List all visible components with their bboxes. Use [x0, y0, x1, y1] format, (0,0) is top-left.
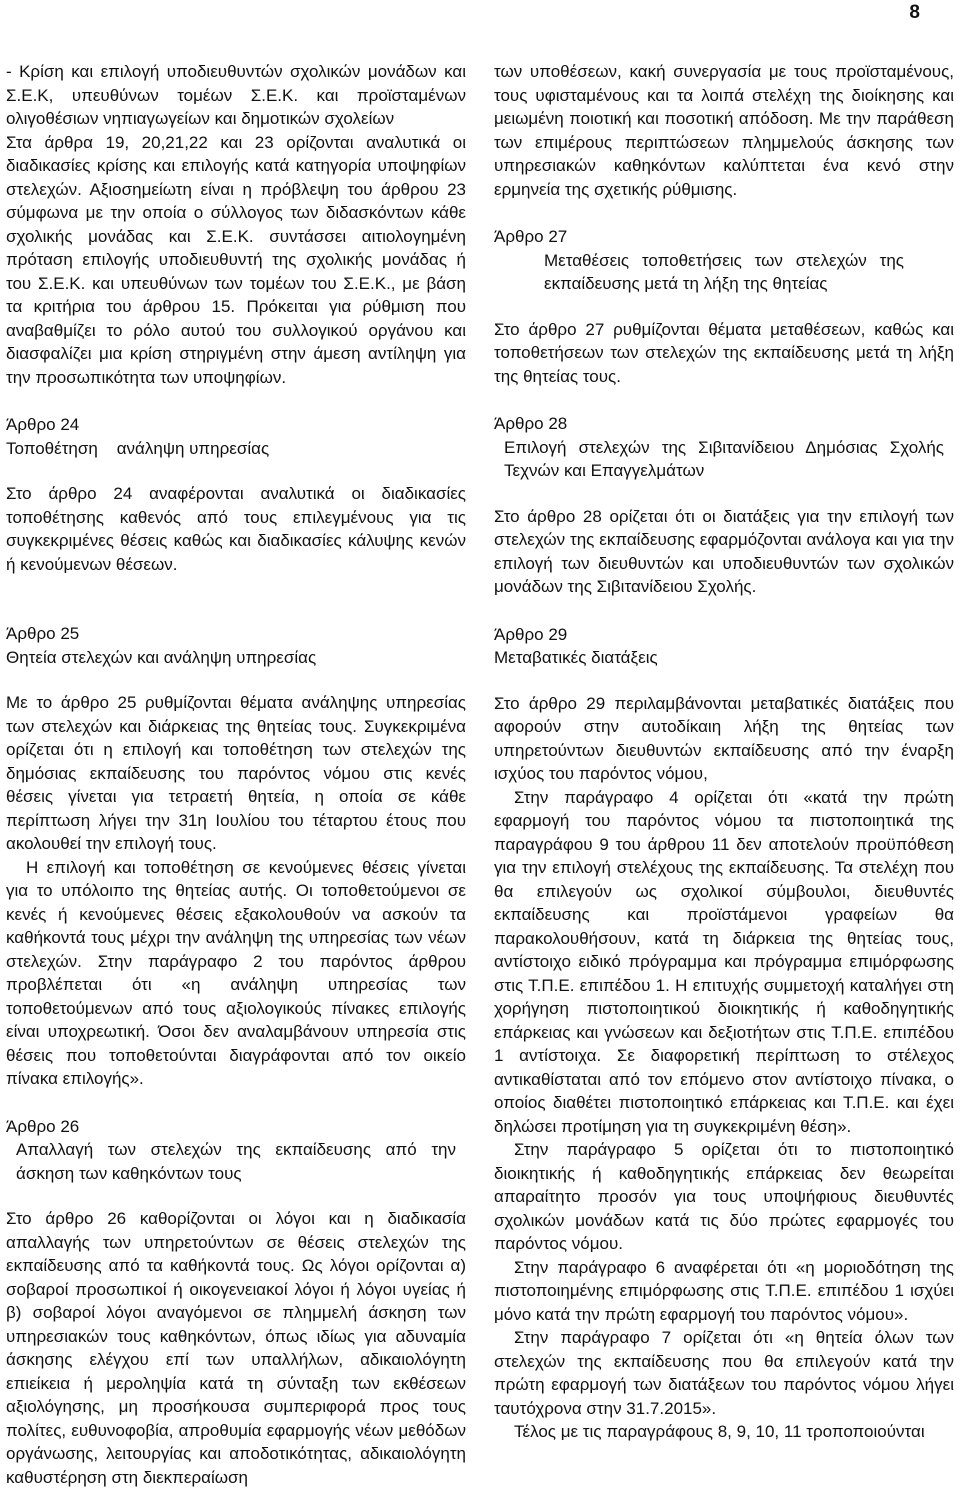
- article-25-title: Άρθρο 25: [6, 624, 80, 643]
- paragraph: των υποθέσεων, κακή συνεργασία με τους προϊσταμένους, τους υφισταμένους και τα λοιπά στελέχη της διοίκησης και μειωμένη ποιοτική και ποσοτική απόδοση. Με την παράθεση των επιμέρους περιπτώσεων πλημμελούς άσκησης των υπηρεσιακών καθηκόντων καλύπτεται ένα κενό στην ερμηνεία της σχετικής ρύθμισης.: [494, 62, 954, 199]
- article-29-title: Άρθρο 29: [494, 624, 568, 644]
- section-heading-line: - Κρίση και επιλογή υποδιευθυντών σχολικών μονάδων και Σ.Ε.Κ, υπευθύνων τομέων Σ.Ε.Κ. και προϊσταμένων ολιγοθέσιων νηπιαγωγείων και δημοτικών σχολείων: [6, 62, 466, 128]
- article-26-title: Άρθρο 26: [6, 1116, 80, 1136]
- paragraph: Στο άρθρο 26 καθορίζονται οι λόγοι και η διαδικασία απαλλαγής των υπηρετούντων σε θέσεις στελεχών της εκπαίδευσης από τα καθήκοντά τους. Ως λόγοι ορίζονται α) σοβαροί προσωπικοί ή οικογενειακοί λόγοι ή λόγοι υγείας ή β) σοβαροί λόγοι αναγόμενοι σε πλημμελή άσκηση των υπηρεσιακών τους καθηκόντων, όπως ιδίως για αδυναμία άσκησης ελέγχου επί των υπαλλήλων, αδικαιολόγητη επιείκεια ή μεροληψία κατά τη σύνταξη των εκθέσεων αξιολόγησης, μη προσήκουσα συμπεριφορά προς τους πολίτες, ευθυνοφοβία, απροθυμία εφαρμογής νέων μεθόδων οργάνωσης, λειτουργίας και αποδοτικότητας, αδικαιολόγητη καθυστέρηση στη διεκπεραίωση: [6, 1209, 466, 1487]
- paragraph: Στην παράγραφο 4 ορίζεται ότι «κατά την πρώτη εφαρμογή του παρόντος νόμου τα πιστοποιητικά της παραγράφου 9 του άρθρου 11 δεν αποτελούν προϋπόθεση για την επιλογή στελέχους της εκπαίδευσης. Τα στελέχη που θα επιλεγούν ως σχολικοί σύμβουλοι, διευθυντές εκπαίδευσης και προϊστάμενοι γραφείων θα παρακολουθήσουν, κατά τη διάρκεια της θητείας τους, αντίστοιχο ειδικό πρόγραμμα και πρόγραμμα επιμόρφωσης στις Τ.Π.Ε. επιπέδου 1. Η επιτυχής συμμετοχή καταλήγει στη χορήγηση πιστοποιητικού διοικητικής ή καθοδηγητικής επάρκειας και γνώσεων και δεξιοτήτων στις Τ.Π.Ε. επιπέδου 1 αντίστοιχα. Σε διαφορετική περίπτωση το στέλεχος αντικαθίσταται από τον επόμενο στον αντίστοιχο πίνακα, ο οποίος διαθέτει πιστοποιητικό επάρκειας και Τ.Π.Ε. και έχει δηλώσει προτίμηση για τη συγκεκριμένη θέση».: [494, 787, 954, 1136]
- paragraph: Στην παράγραφο 6 αναφέρεται ότι «η μοριοδότηση της πιστοποιημένης επιμόρφωσης στις Τ.Π.Ε. επιπέδου 1 ισχύει μόνο κατά την πρώτη εφαρμογή του παρόντος νόμου».: [494, 1257, 954, 1324]
- article-24-subtitle: Τοποθέτηση ανάληψη υπηρεσίας: [6, 438, 270, 458]
- article-26-subtitle: Απαλλαγή των στελεχών της εκπαίδευσης από την άσκηση των καθηκόντων τους: [16, 1140, 456, 1183]
- article-29-subtitle: Μεταβατικές διατάξεις: [494, 648, 658, 667]
- paragraph: Στα άρθρα 19, 20,21,22 και 23 ορίζονται αναλυτικά οι διαδικασίες κρίσης και επιλογής κατά κατηγορία υποψηφίων στελεχών. Αξιοσημείωτη είναι η πρόβλεψη του άρθρου 23 σύμφωνα με την οποία ο σύλλογος των διδασκόντων κάθε σχολικής μονάδας και Σ.Ε.Κ. συντάσσει αιτιολογημένη πρόταση επιλογής υποδιευθυντή της σχολικής μονάδας ή του Σ.Ε.Κ. και υπευθύνων των τομέων του Σ.Ε.Κ., με βάση τα κριτήρια του άρθρου 15. Πρόκειται για ρύθμιση που αναβαθμίζει το ρόλο αυτού του συλλογικού οργάνου και διασφαλίζει μια κρίση στηριγμένη στην άμεση αντίληψη για την προσωπικότητα των υποψηφίων.: [6, 132, 466, 387]
- paragraph: Στην παράγραφο 5 ορίζεται ότι το πιστοποιητικό διοικητικής ή καθοδηγητικής επάρκειας δεν θεωρείται απαραίτητο προσόν για τους υποψήφιους διευθυντές σχολικών μονάδων κατά τις δύο πρώτες εφαρμογές του παρόντος νόμου.: [494, 1140, 954, 1253]
- paragraph: Στο άρθρο 28 ορίζεται ότι οι διατάξεις για την επιλογή των στελεχών της εκπαίδευσης εφαρμόζονται ανάλογα και για την επιλογή των διευθυντών και υποδιευθυντών των σχολικών μονάδων της Σιβιτανίδειου Σχολής.: [494, 506, 954, 596]
- right-column: [494, 60, 954, 1441]
- article-25-subtitle: Θητεία στελεχών και ανάληψη υπηρεσίας: [6, 647, 317, 667]
- left-column: [6, 60, 466, 1487]
- article-24-title: Άρθρο 24: [6, 415, 80, 434]
- paragraph: Η επιλογή και τοποθέτηση σε κενούμενες θέσεις γίνεται για το υπόλοιπο της θητείας αυτής. Οι τοποθετούμενοι σε κενές ή κενούμενες θέσεις εξακολουθούν να ασκούν τα καθήκοντά τους μέχρι την ανάληψη της υπηρεσίας των νέων στελεχών. Στην παράγραφο 2 του παρόντος άρθρου προβλέπεται ότι «η ανάληψη υπηρεσίας των τοποθετούμενων από τους αξιολογικούς πίνακες επιλογής είναι υποχρεωτική. Όσοι δεν αναλαμβάνουν υπηρεσία στις θέσεις που τοποθετούνται διαγράφονται από τον οικείο πίνακα επιλογής».: [6, 857, 466, 1088]
- paragraph: Με το άρθρο 25 ρυθμίζονται θέματα ανάληψης υπηρεσίας των στελεχών και διάρκειας της θητείας τους. Συγκεκριμένα ορίζεται ότι η επιλογή και τοποθέτηση των στελεχών της δημόσιας εκπαίδευσης του παρόντος νόμου στις κενές θέσεις γίνεται για τετραετή θητεία, η οποία σε κάθε περίπτωση λήγει την 31η Ιουλίου του τέταρτου έτους που ακολουθεί την επιλογή τους.: [6, 693, 466, 853]
- article-28-subtitle: Επιλογή στελεχών της Σιβιτανίδειου Δημόσιας Σχολής Τεχνών και Επαγγελμάτων: [504, 437, 944, 480]
- paragraph: Τέλος με τις παραγράφους 8, 9, 10, 11 τροποποιούνται: [514, 1422, 925, 1441]
- paragraph: Στο άρθρο 24 αναφέρονται αναλυτικά οι διαδικασίες τοποθέτησης καθενός από τους επιλεγμένους για τις συγκεκριμένες θέσεις καθώς και διαδικασίες κάλυψης κενών ή κενούμενων θέσεων.: [6, 484, 466, 574]
- article-27-subtitle: Μεταθέσεις τοποθετήσεις των στελεχών της εκπαίδευσης μετά τη λήξη της θητείας: [544, 250, 904, 293]
- page-number: 8: [909, 2, 920, 23]
- paragraph: Στο άρθρο 27 ρυθμίζονται θέματα μεταθέσεων, καθώς και τοποθετήσεων των στελεχών της εκπαίδευσης μετά τη λήξη της θητείας τους.: [494, 319, 954, 386]
- two-column-body: [0, 60, 960, 1487]
- paragraph: Στην παράγραφο 7 ορίζεται ότι «η θητεία όλων των στελεχών της εκπαίδευσης που θα επιλεγούν κατά την πρώτη εφαρμογή των διατάξεων του παρόντος νόμου λήγει ταυτόχρονα στην 31.7.2015».: [494, 1328, 954, 1418]
- paragraph: Στο άρθρο 29 περιλαμβάνονται μεταβατικές διατάξεις που αφορούν στην αυτοδίκαιη λήξη της θητείας των υπηρετούντων διευθυντών εκπαίδευσης από την έναρξη ισχύος του παρόντος νόμου,: [494, 693, 954, 783]
- article-27-title: Άρθρο 27: [494, 227, 568, 246]
- article-28-title: Άρθρο 28: [494, 414, 568, 433]
